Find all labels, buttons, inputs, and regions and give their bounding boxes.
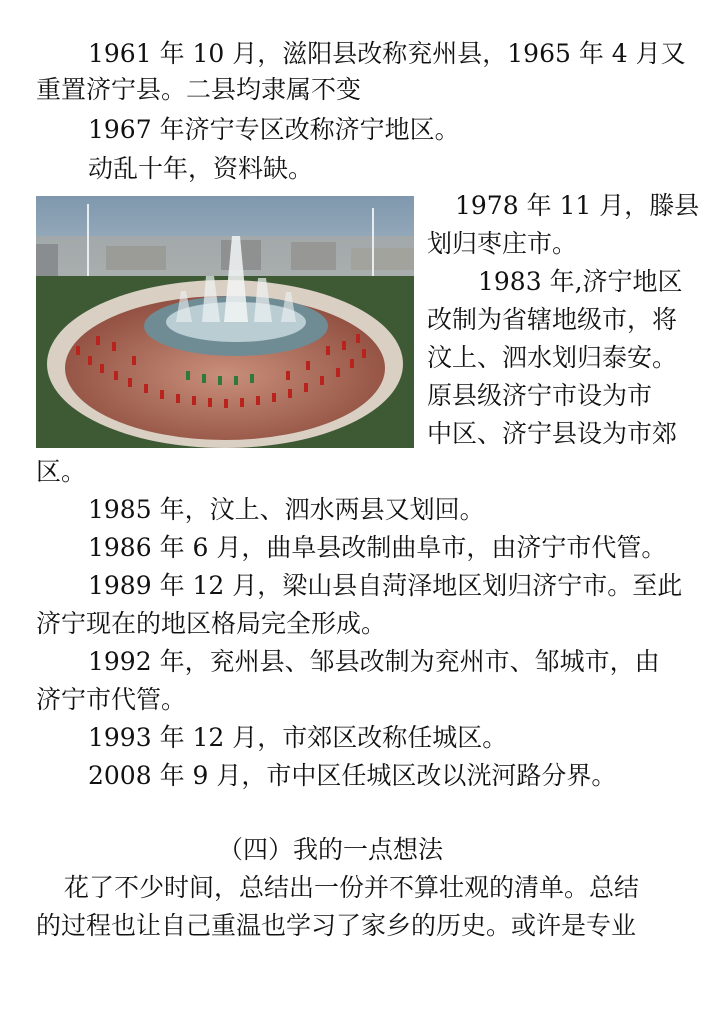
text-line-1983-cont-2: 汶上、泗水划归泰安。 [427, 343, 678, 372]
text-line-1978-cont: 划归枣庄市。 [427, 229, 578, 258]
section-heading: （四）我的一点想法 [218, 835, 444, 864]
text-line-1983-cont-1: 改制为省辖地级市，将 [427, 305, 678, 334]
text-line-1985: 1985 年，汶上、泗水两县又划回。 [88, 495, 485, 524]
fountain-square-photo [36, 196, 414, 448]
text-line-2008: 2008 年 9 月，市中区任城区改以洸河路分界。 [88, 761, 617, 790]
text-line-1983: 1983 年,济宁地区 [478, 267, 683, 296]
text-line-1989: 1989 年 12 月，梁山县自菏泽地区划归济宁市。至此 [88, 571, 683, 600]
text-line-1983-cont-3: 原县级济宁市设为市 [427, 381, 653, 410]
text-line-1983-cont-4: 中区、济宁县设为市郊 [427, 419, 678, 448]
text-line-1961-cont: 重置济宁县。二县均隶属不变 [36, 75, 362, 104]
text-line-1967: 1967 年济宁专区改称济宁地区。 [88, 115, 460, 144]
text-line-1961: 1961 年 10 月，滋阳县改称兖州县，1965 年 4 月又 [88, 39, 686, 68]
text-line-1992: 1992 年，兖州县、邹县改制为兖州市、邹城市，由 [88, 647, 660, 676]
text-line-1978: 1978 年 11 月，滕县 [455, 191, 700, 220]
text-line-turmoil: 动乱十年，资料缺。 [88, 154, 314, 183]
text-line-reflection-2: 的过程也让自己重温也学习了家乡的历史。或许是专业 [36, 911, 637, 940]
text-line-1986: 1986 年 6 月，曲阜县改制曲阜市，由济宁市代管。 [88, 533, 667, 562]
text-line-1992-cont: 济宁市代管。 [36, 685, 187, 714]
text-line-1983-cont-5: 区。 [36, 457, 87, 486]
text-line-1993: 1993 年 12 月，市郊区改称任城区。 [88, 723, 508, 752]
text-line-1989-cont: 济宁现在的地区格局完全形成。 [36, 609, 387, 638]
text-line-reflection-1: 花了不少时间，总结出一份并不算壮观的清单。总结 [64, 873, 640, 902]
